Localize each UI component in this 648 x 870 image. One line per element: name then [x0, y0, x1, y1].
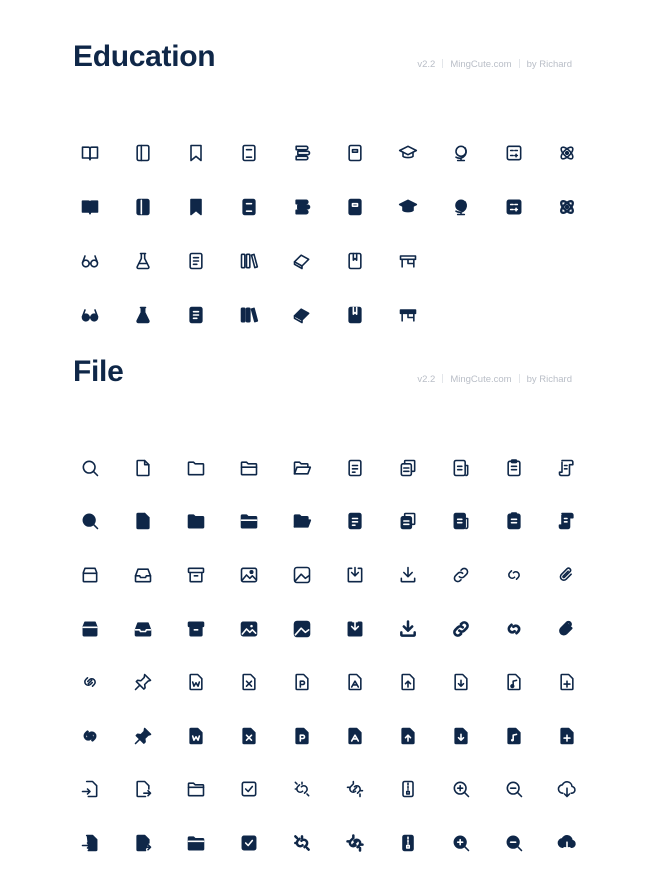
- picture-fill-icon[interactable]: [275, 602, 328, 656]
- unlink-2-fill-glyph: [345, 833, 365, 853]
- folder-fill-glyph: [186, 511, 206, 531]
- file-download-line-glyph: [451, 672, 471, 692]
- zoom-out-line-glyph: [504, 779, 524, 799]
- unlink-fill-icon[interactable]: [275, 816, 328, 870]
- archive-line-icon[interactable]: [169, 548, 222, 602]
- file-upload-line-glyph: [398, 672, 418, 692]
- file-export-fill-glyph: [133, 833, 153, 853]
- search-line-glyph: [80, 458, 100, 478]
- zoom-in-line-icon[interactable]: [434, 763, 487, 817]
- zoom-out-fill-icon[interactable]: [487, 816, 540, 870]
- inbox-line-glyph: [133, 565, 153, 585]
- box-line-glyph: [80, 565, 100, 585]
- file-word-fill-glyph: [186, 726, 206, 746]
- download-line-icon[interactable]: [381, 548, 434, 602]
- file-excel-fill-glyph: [239, 726, 259, 746]
- download-box-fill-icon[interactable]: [328, 602, 381, 656]
- file-pdf-fill-glyph: [345, 726, 365, 746]
- link-fill-glyph: [451, 619, 471, 639]
- file-excel-fill-icon[interactable]: [222, 709, 275, 763]
- picture-line-icon[interactable]: [275, 548, 328, 602]
- archive-fill-icon[interactable]: [169, 602, 222, 656]
- clipboard-fill-icon[interactable]: [487, 495, 540, 549]
- task-fill-icon[interactable]: [222, 816, 275, 870]
- section-title: Education: [73, 40, 216, 73]
- file-ppt-line-glyph: [292, 672, 312, 692]
- link-line-glyph: [451, 565, 471, 585]
- link-3-fill-glyph: [80, 726, 100, 746]
- folder-open-fill-glyph: [239, 511, 259, 531]
- download-box-line-icon[interactable]: [328, 548, 381, 602]
- scroll-fill-icon[interactable]: [540, 495, 593, 549]
- paperclip-line-icon[interactable]: [540, 548, 593, 602]
- picture-line-glyph: [292, 565, 312, 585]
- file-excel-line-icon[interactable]: [222, 655, 275, 709]
- file-add-fill-glyph: [557, 726, 577, 746]
- file-download-line-icon[interactable]: [434, 655, 487, 709]
- document-fill-icon[interactable]: [328, 495, 381, 549]
- task-fill-glyph: [239, 833, 259, 853]
- file-music-fill-icon[interactable]: [487, 709, 540, 763]
- folder-2-fill-glyph: [186, 833, 206, 853]
- file-export-fill-icon[interactable]: [116, 816, 169, 870]
- section-title: File: [73, 355, 124, 388]
- scroll-line-glyph: [557, 458, 577, 478]
- section-meta: [417, 374, 572, 385]
- file-download-fill-icon[interactable]: [434, 709, 487, 763]
- file-word-fill-icon[interactable]: [169, 709, 222, 763]
- file-pdf-line-icon[interactable]: [328, 655, 381, 709]
- file-music-line-icon[interactable]: [487, 655, 540, 709]
- clipboard-line-icon[interactable]: [487, 441, 540, 495]
- unlink-2-line-icon[interactable]: [328, 763, 381, 817]
- paperclip-fill-glyph: [557, 619, 577, 639]
- document-line-glyph: [345, 458, 365, 478]
- picture-fill-glyph: [292, 619, 312, 639]
- cloud-download-line-icon[interactable]: [540, 763, 593, 817]
- file-upload-line-icon[interactable]: [381, 655, 434, 709]
- unlink-fill-glyph: [292, 833, 312, 853]
- link-3-line-glyph: [80, 672, 100, 692]
- file-line-icon[interactable]: [116, 441, 169, 495]
- file-pdf-line-glyph: [345, 672, 365, 692]
- document-fill-glyph: [345, 511, 365, 531]
- search-fill-icon[interactable]: [63, 495, 116, 549]
- folder-2-line-glyph: [186, 779, 206, 799]
- folder-2-line-icon[interactable]: [169, 763, 222, 817]
- documents-line-icon[interactable]: [381, 441, 434, 495]
- file-add-line-glyph: [557, 672, 577, 692]
- cloud-download-fill-icon[interactable]: [540, 816, 593, 870]
- scroll-fill-glyph: [557, 511, 577, 531]
- zoom-in-fill-glyph: [451, 833, 471, 853]
- download-box-fill-glyph: [345, 619, 365, 639]
- link-2-fill-glyph: [504, 619, 524, 639]
- folder-line-glyph: [186, 458, 206, 478]
- file-export-line-glyph: [133, 779, 153, 799]
- link-line-icon[interactable]: [434, 548, 487, 602]
- file-zip-line-glyph: [398, 779, 418, 799]
- file-ppt-fill-glyph: [292, 726, 312, 746]
- file-ppt-fill-icon[interactable]: [275, 709, 328, 763]
- folder-open-2-line-icon[interactable]: [275, 441, 328, 495]
- cloud-download-line-glyph: [557, 779, 577, 799]
- folder-open-line-icon[interactable]: [222, 441, 275, 495]
- folder-open-2-fill-icon[interactable]: [275, 495, 328, 549]
- search-fill-glyph: [80, 511, 100, 531]
- document-side-line-glyph: [451, 458, 471, 478]
- file-zip-fill-glyph: [398, 833, 418, 853]
- link-2-line-glyph: [504, 565, 524, 585]
- zoom-in-line-glyph: [451, 779, 471, 799]
- file-import-line-icon[interactable]: [63, 763, 116, 817]
- zoom-out-line-icon[interactable]: [487, 763, 540, 817]
- folder-open-2-fill-glyph: [292, 511, 312, 531]
- box-fill-glyph: [80, 619, 100, 639]
- version-label: v2.2: [417, 374, 436, 385]
- author-label: by Richard: [526, 374, 572, 385]
- author-label: by Richard: [526, 59, 572, 70]
- search-line-icon[interactable]: [63, 441, 116, 495]
- folder-open-line-glyph: [239, 458, 259, 478]
- file-zip-line-icon[interactable]: [381, 763, 434, 817]
- file-excel-line-glyph: [239, 672, 259, 692]
- file-word-line-glyph: [186, 672, 206, 692]
- file-line-glyph: [133, 458, 153, 478]
- site-link[interactable]: MingCute.com: [450, 374, 512, 385]
- file-music-fill-glyph: [504, 726, 524, 746]
- file-import-line-glyph: [80, 779, 100, 799]
- unlink-line-glyph: [292, 779, 312, 799]
- file-import-fill-icon[interactable]: [63, 816, 116, 870]
- folder-2-fill-icon[interactable]: [169, 816, 222, 870]
- box-fill-icon[interactable]: [63, 602, 116, 656]
- file-upload-fill-glyph: [398, 726, 418, 746]
- image-line-glyph: [239, 565, 259, 585]
- paperclip-line-glyph: [557, 565, 577, 585]
- version-label: v2.2: [417, 59, 436, 70]
- clipboard-fill-glyph: [504, 511, 524, 531]
- folder-line-icon[interactable]: [169, 441, 222, 495]
- unlink-2-line-glyph: [345, 779, 365, 799]
- image-fill-glyph: [239, 619, 259, 639]
- zoom-in-fill-icon[interactable]: [434, 816, 487, 870]
- unlink-line-icon[interactable]: [275, 763, 328, 817]
- box-line-icon[interactable]: [63, 548, 116, 602]
- download-line-glyph: [398, 565, 418, 585]
- file-pdf-fill-icon[interactable]: [328, 709, 381, 763]
- scroll-line-icon[interactable]: [540, 441, 593, 495]
- pin-fill-glyph: [133, 726, 153, 746]
- documents-line-glyph: [398, 458, 418, 478]
- pin-fill-icon[interactable]: [116, 709, 169, 763]
- inbox-fill-icon[interactable]: [116, 602, 169, 656]
- folder-open-2-line-glyph: [292, 458, 312, 478]
- document-side-fill-glyph: [451, 511, 471, 531]
- file-add-fill-icon[interactable]: [540, 709, 593, 763]
- link-2-line-icon[interactable]: [487, 548, 540, 602]
- image-fill-icon[interactable]: [222, 602, 275, 656]
- folder-fill-icon[interactable]: [169, 495, 222, 549]
- documents-fill-icon[interactable]: [381, 495, 434, 549]
- file-import-fill-glyph: [80, 833, 100, 853]
- file-ppt-line-icon[interactable]: [275, 655, 328, 709]
- archive-line-glyph: [186, 565, 206, 585]
- file-upload-fill-icon[interactable]: [381, 709, 434, 763]
- file-fill-icon[interactable]: [116, 495, 169, 549]
- icon-grid: [63, 441, 593, 870]
- file-download-fill-glyph: [451, 726, 471, 746]
- file-zip-fill-icon[interactable]: [381, 816, 434, 870]
- download-fill-icon[interactable]: [381, 602, 434, 656]
- cloud-download-fill-glyph: [557, 833, 577, 853]
- link-2-fill-icon[interactable]: [487, 602, 540, 656]
- task-line-glyph: [239, 779, 259, 799]
- folder-open-fill-icon[interactable]: [222, 495, 275, 549]
- link-3-line-icon[interactable]: [63, 655, 116, 709]
- pin-line-glyph: [133, 672, 153, 692]
- link-fill-icon[interactable]: [434, 602, 487, 656]
- link-3-fill-icon[interactable]: [63, 709, 116, 763]
- pin-line-icon[interactable]: [116, 655, 169, 709]
- document-side-fill-icon[interactable]: [434, 495, 487, 549]
- documents-fill-glyph: [398, 511, 418, 531]
- file-add-line-icon[interactable]: [540, 655, 593, 709]
- file-fill-glyph: [133, 511, 153, 531]
- unlink-2-fill-icon[interactable]: [328, 816, 381, 870]
- file-music-line-glyph: [504, 672, 524, 692]
- file-export-line-icon[interactable]: [116, 763, 169, 817]
- file-word-line-icon[interactable]: [169, 655, 222, 709]
- archive-fill-glyph: [186, 619, 206, 639]
- download-fill-glyph: [398, 619, 418, 639]
- zoom-out-fill-glyph: [504, 833, 524, 853]
- download-box-line-glyph: [345, 565, 365, 585]
- task-line-icon[interactable]: [222, 763, 275, 817]
- paperclip-fill-icon[interactable]: [540, 602, 593, 656]
- clipboard-line-glyph: [504, 458, 524, 478]
- site-link[interactable]: MingCute.com: [450, 59, 512, 70]
- image-line-icon[interactable]: [222, 548, 275, 602]
- document-line-icon[interactable]: [328, 441, 381, 495]
- inbox-fill-glyph: [133, 619, 153, 639]
- inbox-line-icon[interactable]: [116, 548, 169, 602]
- document-side-line-icon[interactable]: [434, 441, 487, 495]
